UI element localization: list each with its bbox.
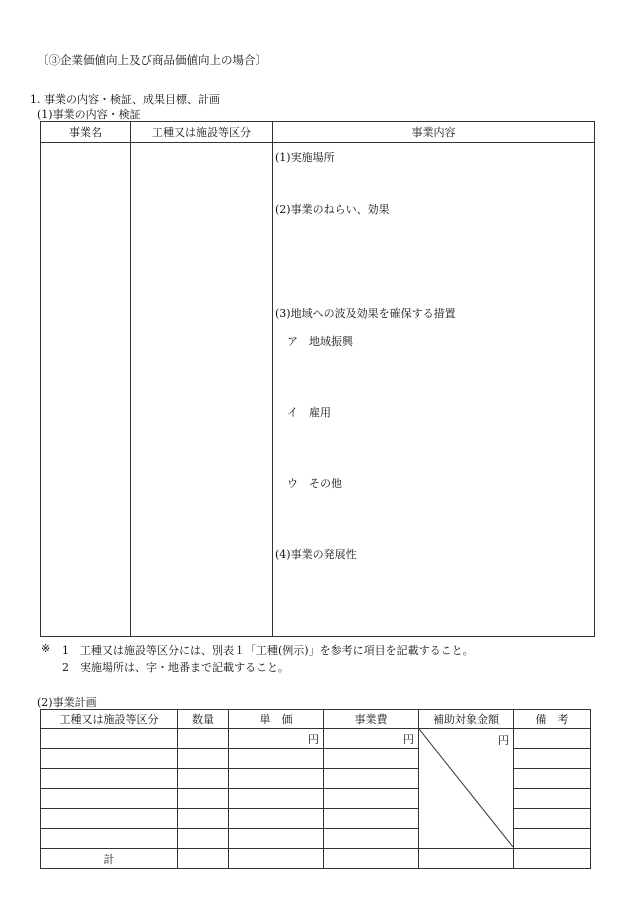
business-name-cell[interactable]: [41, 143, 131, 637]
total-remarks[interactable]: [514, 849, 591, 869]
plan-cell-work-type[interactable]: [41, 809, 178, 829]
plan-cell-quantity[interactable]: [178, 729, 229, 749]
plan-cell-work-type[interactable]: [41, 769, 178, 789]
content-other: ウ その他: [287, 477, 342, 490]
plan-cell-quantity[interactable]: [178, 749, 229, 769]
total-row: [41, 849, 591, 869]
plan-cell-cost[interactable]: [324, 769, 419, 789]
section2-title: (2)事業計画: [37, 696, 97, 709]
total-unit-price[interactable]: [229, 849, 324, 869]
plan-cell-work-type[interactable]: [41, 829, 178, 849]
content-ripple-effect: (3)地域への波及効果を確保する措置: [275, 307, 456, 320]
plan-cell-cost[interactable]: [324, 829, 419, 849]
page-heading: 〔③企業価値向上及び商品価値向上の場合〕: [37, 53, 267, 67]
plan-cell-remarks[interactable]: [514, 789, 591, 809]
plan-header-quantity: 数量: [178, 710, 229, 729]
content-regional-promotion: ア 地域振興: [287, 335, 353, 348]
plan-cell-cost[interactable]: [324, 749, 419, 769]
total-subsidy[interactable]: [419, 849, 514, 869]
total-label: 計: [41, 849, 178, 869]
unit-yen: 円: [403, 732, 414, 746]
table-row: [41, 729, 591, 749]
plan-cell-subsidy[interactable]: [419, 729, 514, 849]
unit-yen: 円: [498, 734, 509, 747]
section1-subtitle: (1)事業の内容・検証: [37, 108, 141, 121]
plan-cell-remarks[interactable]: [514, 729, 591, 749]
plan-cell-work-type[interactable]: [41, 729, 178, 749]
plan-cell-quantity[interactable]: [178, 829, 229, 849]
plan-cell-quantity[interactable]: [178, 769, 229, 789]
content-development: (4)事業の発展性: [275, 548, 357, 561]
plan-cell-unit-price[interactable]: [229, 829, 324, 849]
content-location: (1)実施場所: [275, 151, 335, 164]
plan-cell-cost[interactable]: [324, 809, 419, 829]
total-quantity[interactable]: [178, 849, 229, 869]
plan-cell-unit-price[interactable]: [229, 789, 324, 809]
work-type-cell[interactable]: [131, 143, 273, 637]
plan-cell-remarks[interactable]: [514, 809, 591, 829]
note-2: 2 実施場所は、字・地番まで記載すること。: [62, 661, 289, 674]
plan-cell-unit-price[interactable]: [229, 809, 324, 829]
plan-header-work-type: 工種又は施設等区分: [41, 710, 178, 729]
business-content-table: [40, 121, 595, 637]
header-business-name: 事業名: [41, 122, 131, 143]
plan-header-remarks: 備 考: [514, 710, 591, 729]
header-work-type: 工種又は施設等区分: [131, 122, 273, 143]
plan-header-cost: 事業費: [324, 710, 419, 729]
plan-cell-quantity[interactable]: [178, 789, 229, 809]
plan-header-unit-price: 単 価: [229, 710, 324, 729]
total-cost[interactable]: [324, 849, 419, 869]
plan-cell-work-type[interactable]: [41, 789, 178, 809]
plan-cell-remarks[interactable]: [514, 769, 591, 789]
plan-cell-cost[interactable]: [324, 789, 419, 809]
plan-cell-remarks[interactable]: [514, 829, 591, 849]
header-business-content: 事業内容: [273, 122, 595, 143]
plan-cell-unit-price[interactable]: [229, 749, 324, 769]
content-aim: (2)事業のねらい、効果: [275, 203, 390, 216]
business-plan-table: [40, 709, 591, 869]
plan-cell-unit-price[interactable]: [229, 729, 324, 749]
plan-cell-work-type[interactable]: [41, 749, 178, 769]
plan-cell-quantity[interactable]: [178, 809, 229, 829]
plan-header-subsidy: 補助対象金額: [419, 710, 514, 729]
note-mark: ※: [41, 642, 51, 655]
section1-title: 1. 事業の内容・検証、成果目標、計画: [30, 93, 220, 106]
plan-cell-cost[interactable]: [324, 729, 419, 749]
unit-yen: 円: [308, 732, 319, 746]
business-content-cell[interactable]: [273, 143, 595, 637]
plan-cell-unit-price[interactable]: [229, 769, 324, 789]
note-1: 1 工種又は施設等区分には、別表１「工種(例示)」を参考に項目を記載すること。: [62, 644, 474, 657]
plan-cell-remarks[interactable]: [514, 749, 591, 769]
content-employment: イ 雇用: [287, 406, 331, 419]
